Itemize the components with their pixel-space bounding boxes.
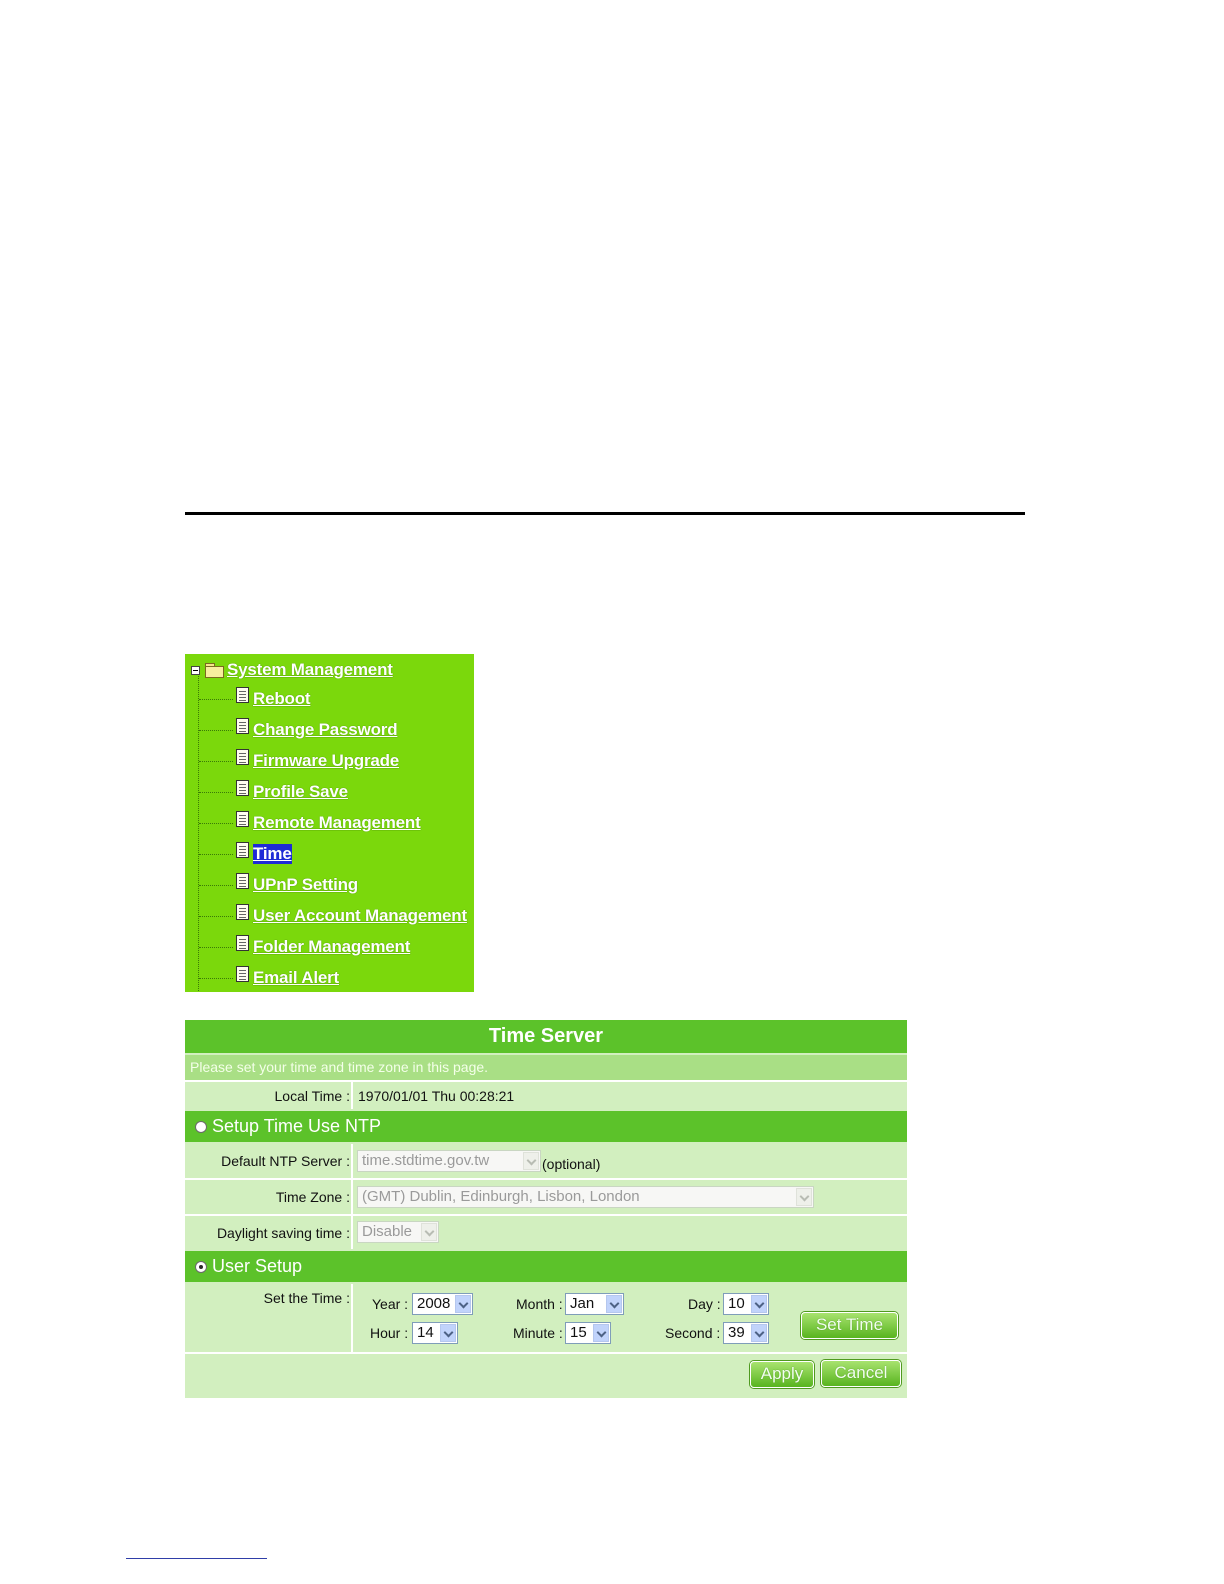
second-label: Second : bbox=[665, 1325, 721, 1341]
menu-link-profile-save[interactable]: Profile Save bbox=[253, 782, 348, 801]
chevron-down-icon bbox=[796, 1188, 812, 1206]
chevron-down-icon bbox=[751, 1295, 767, 1313]
hour-select[interactable]: 14 bbox=[412, 1322, 458, 1344]
ntp-radio[interactable] bbox=[195, 1121, 207, 1133]
user-setup-section-label: User Setup bbox=[212, 1256, 303, 1276]
cancel-button[interactable]: Cancel bbox=[821, 1360, 901, 1387]
local-time-value: 1970/01/01 Thu 00:28:21 bbox=[358, 1088, 515, 1104]
set-time-button[interactable]: Set Time bbox=[801, 1312, 898, 1339]
menu-item-email-alert[interactable] bbox=[199, 966, 339, 990]
local-time-label: Local Time : bbox=[274, 1088, 350, 1104]
second-select[interactable]: 39 bbox=[723, 1322, 769, 1344]
dst-label: Daylight saving time : bbox=[216, 1225, 350, 1241]
minute-select[interactable]: 15 bbox=[565, 1322, 611, 1344]
set-time-label: Set the Time : bbox=[263, 1290, 350, 1306]
menu-link-firmware-upgrade[interactable]: Firmware Upgrade bbox=[253, 751, 400, 770]
chevron-down-icon bbox=[593, 1324, 609, 1342]
menu-item-reboot[interactable] bbox=[199, 687, 310, 711]
menu-link-upnp-setting[interactable]: UPnP Setting bbox=[253, 875, 358, 894]
year-label: Year : bbox=[372, 1296, 409, 1312]
ntp-server-select[interactable]: time.stdtime.gov.tw bbox=[357, 1150, 541, 1172]
chevron-down-icon bbox=[606, 1295, 622, 1313]
tree-root bbox=[191, 660, 393, 680]
chevron-down-icon bbox=[440, 1324, 456, 1342]
document-icon bbox=[236, 718, 249, 734]
chevron-down-icon bbox=[751, 1324, 767, 1342]
dst-select[interactable]: Disable bbox=[357, 1221, 439, 1243]
ntp-server-label: Default NTP Server : bbox=[221, 1153, 350, 1169]
menu-link-remote-management[interactable]: Remote Management bbox=[253, 813, 421, 832]
document-icon bbox=[236, 749, 249, 765]
chevron-down-icon bbox=[421, 1223, 437, 1241]
document-icon bbox=[236, 966, 249, 982]
chevron-down-icon bbox=[455, 1295, 471, 1313]
document-icon bbox=[236, 811, 249, 827]
menu-system-management[interactable]: System Management bbox=[227, 660, 393, 679]
timezone-select[interactable]: (GMT) Dublin, Edinburgh, Lisbon, London bbox=[357, 1186, 814, 1208]
time-server-panel bbox=[185, 1020, 907, 1398]
menu-link-email-alert[interactable]: Email Alert bbox=[253, 968, 339, 987]
menu-item-time[interactable] bbox=[199, 842, 292, 866]
minute-label: Minute : bbox=[513, 1325, 563, 1341]
user-setup-section-header[interactable] bbox=[185, 1251, 907, 1282]
folder-open-icon bbox=[205, 663, 224, 677]
document-icon bbox=[236, 873, 249, 889]
menu-link-change-password[interactable]: Change Password bbox=[253, 720, 398, 739]
apply-button[interactable]: Apply bbox=[750, 1361, 814, 1388]
year-select[interactable]: 2008 bbox=[412, 1293, 473, 1315]
ntp-section-label: Setup Time Use NTP bbox=[212, 1116, 382, 1136]
menu-item-profile-save[interactable] bbox=[199, 780, 348, 804]
ntp-section-header[interactable] bbox=[185, 1111, 907, 1142]
system-management-tree bbox=[185, 654, 474, 992]
document-icon bbox=[236, 687, 249, 703]
day-select[interactable]: 10 bbox=[723, 1293, 769, 1315]
document-icon bbox=[236, 842, 249, 858]
user-setup-radio[interactable] bbox=[195, 1261, 207, 1273]
menu-link-time[interactable]: Time bbox=[253, 844, 292, 863]
footer-link-underline bbox=[126, 1558, 267, 1559]
timezone-label: Time Zone : bbox=[275, 1189, 350, 1205]
menu-item-firmware-upgrade[interactable] bbox=[199, 749, 399, 773]
hour-label: Hour : bbox=[370, 1325, 409, 1341]
day-label: Day : bbox=[688, 1296, 721, 1312]
document-icon bbox=[236, 780, 249, 796]
menu-item-user-account-management[interactable] bbox=[199, 904, 467, 928]
collapse-icon[interactable] bbox=[191, 666, 200, 675]
menu-link-folder-management[interactable]: Folder Management bbox=[253, 937, 411, 956]
horizontal-rule bbox=[185, 512, 1025, 515]
menu-item-folder-management[interactable] bbox=[199, 935, 410, 959]
menu-link-user-account-management[interactable]: User Account Management bbox=[253, 906, 467, 925]
menu-link-reboot[interactable]: Reboot bbox=[253, 689, 311, 708]
ntp-optional-note: (optional) bbox=[542, 1156, 601, 1172]
month-select[interactable]: Jan bbox=[565, 1293, 624, 1315]
document-icon bbox=[236, 935, 249, 951]
panel-title: Time Server bbox=[185, 1020, 907, 1053]
menu-item-change-password[interactable] bbox=[199, 718, 397, 742]
menu-item-upnp-setting[interactable] bbox=[199, 873, 358, 897]
chevron-down-icon bbox=[523, 1152, 539, 1170]
panel-description: Please set your time and time zone in this page. bbox=[185, 1055, 907, 1080]
document-icon bbox=[236, 904, 249, 920]
month-label: Month : bbox=[516, 1296, 563, 1312]
menu-item-remote-management[interactable] bbox=[199, 811, 421, 835]
